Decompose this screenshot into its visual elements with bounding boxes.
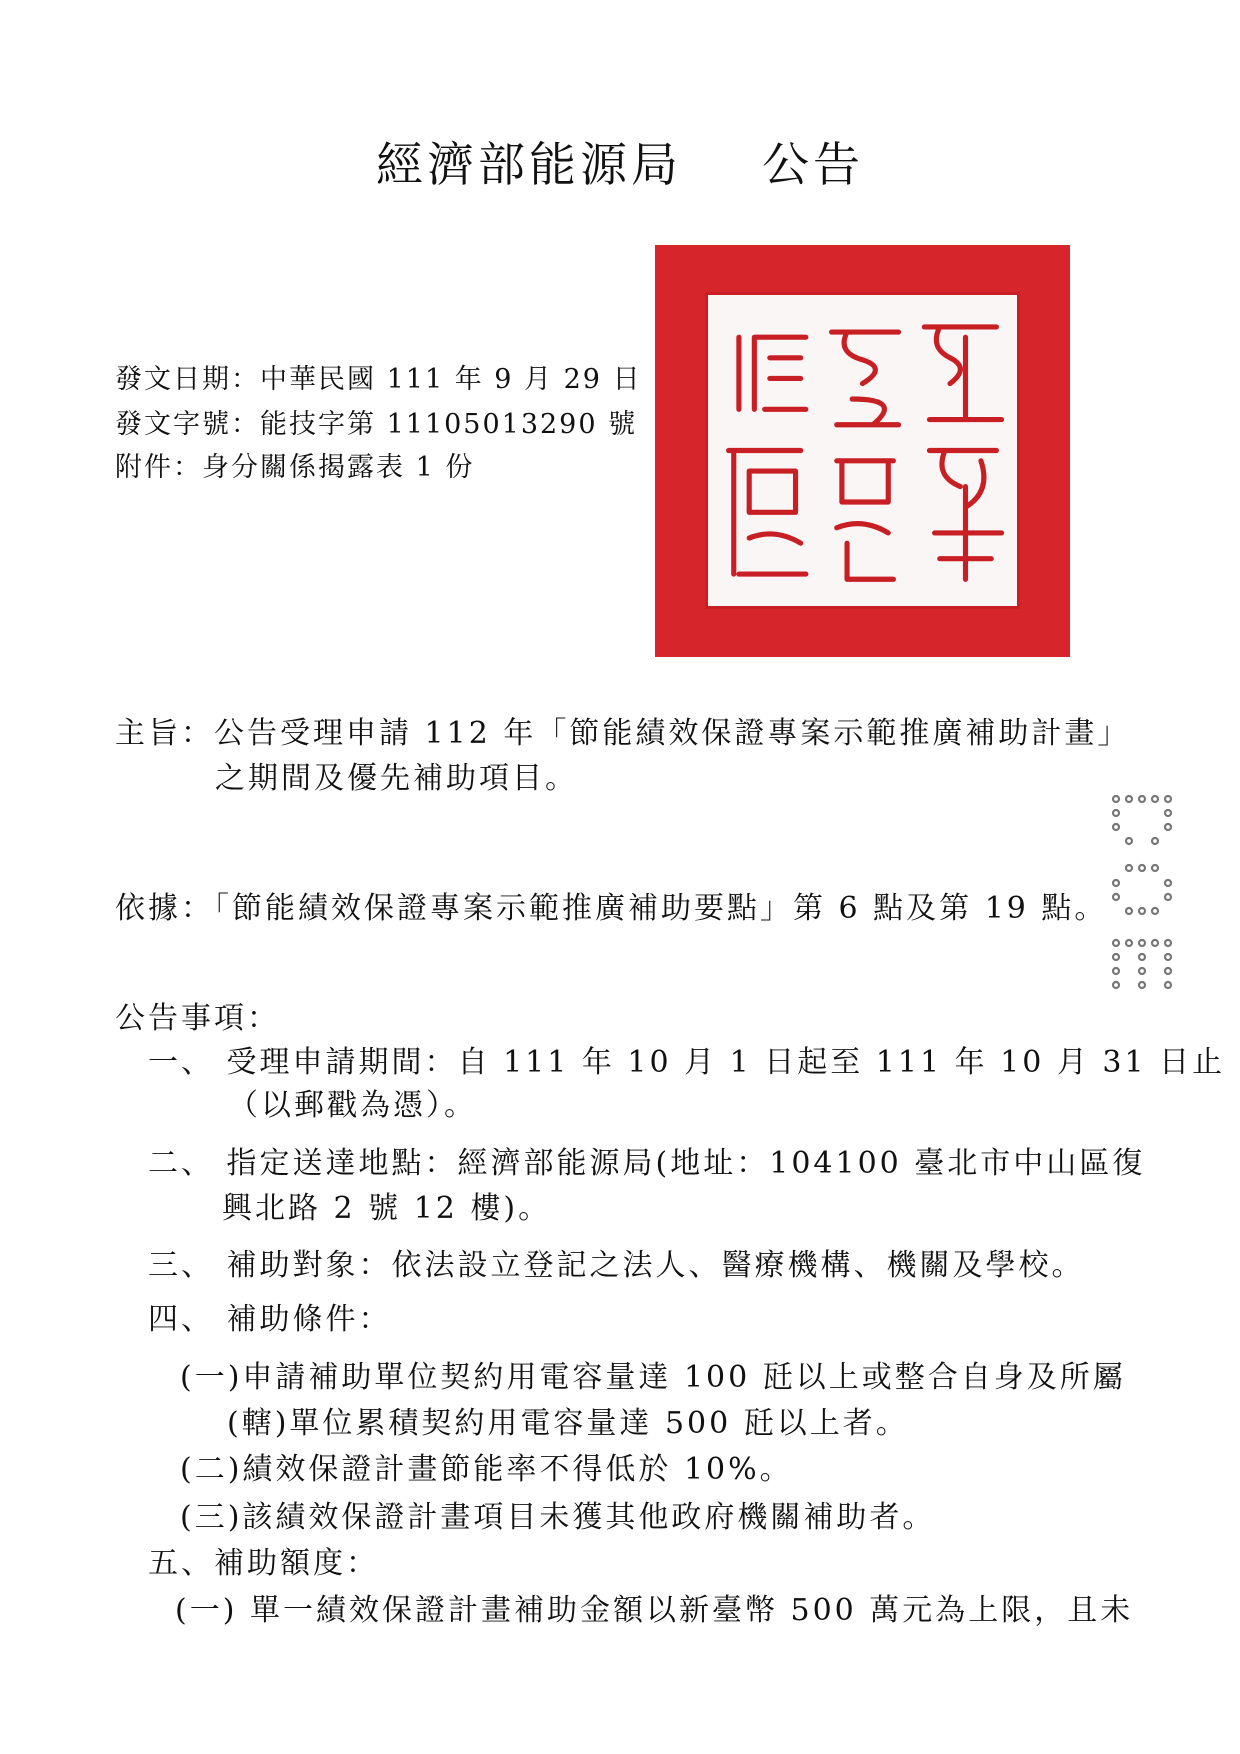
punch-hole-dots xyxy=(1110,795,1190,995)
notice-item-2-line-1: 二、 指定送達地點：經濟部能源局(地址：104100 臺北市中山區復 xyxy=(148,1146,1146,1181)
notice-item-5-1: (一) 單一績效保證計畫補助金額以新臺幣 500 萬元為上限，且未 xyxy=(175,1593,1134,1628)
issue-number: 發文字號：能技字第 11105013290 號 xyxy=(115,409,638,440)
notice-heading: 公告事項： xyxy=(115,1001,280,1036)
notice-item-4-1-line-2: (轄)單位累積契約用電容量達 500 瓩以上者。 xyxy=(227,1406,909,1441)
subject-line-1: 主旨：公告受理申請 112 年「節能績效保證專案示範推廣補助計畫」 xyxy=(115,716,1131,751)
issue-date: 發文日期：中華民國 111 年 9 月 29 日 xyxy=(115,364,642,395)
notice-item-1-line-2: （以郵戳為憑）。 xyxy=(228,1088,477,1123)
notice-item-3: 三、 補助對象：依法設立登記之法人、醫療機構、機關及學校。 xyxy=(148,1248,1085,1283)
official-seal xyxy=(655,245,1070,657)
subject-line-2: 之期間及優先補助項目。 xyxy=(215,761,578,796)
agency-name: 經濟部能源局 xyxy=(376,138,682,193)
notice-item-4-1-line-1: (一)申請補助單位契約用電容量達 100 瓩以上或整合自身及所屬 xyxy=(180,1360,1126,1395)
attachment-note: 附件：身分關係揭露表 1 份 xyxy=(115,452,475,483)
seal-script-drawing xyxy=(708,295,1017,606)
notice-item-4-3: (三)該績效保證計畫項目未獲其他政府機關補助者。 xyxy=(180,1500,936,1535)
notice-item-4-2: (二)績效保證計畫節能率不得低於 10%。 xyxy=(180,1452,793,1487)
notice-item-2-line-2: 興北路 2 號 12 樓)。 xyxy=(222,1191,552,1226)
basis-line: 依據：「節能績效保證專案示範推廣補助要點」第 6 點及第 19 點。 xyxy=(115,891,1108,926)
document-type: 公告 xyxy=(762,138,864,193)
notice-item-4: 四、 補助條件： xyxy=(148,1302,392,1337)
notice-item-5: 五、補助額度： xyxy=(148,1546,379,1581)
notice-item-1-line-1: 一、 受理申請期間：自 111 年 10 月 1 日起至 111 年 10 月 31 日止 xyxy=(148,1045,1226,1080)
page-title xyxy=(0,128,1240,195)
